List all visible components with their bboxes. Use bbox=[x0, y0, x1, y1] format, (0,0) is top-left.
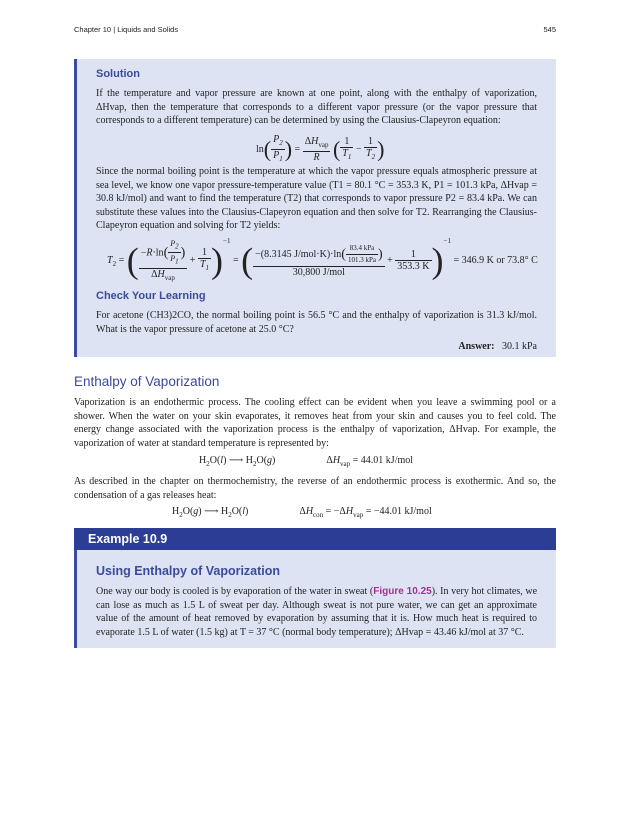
rearranged-equation: $T_2$ = ( −R·ln( $\frac{P_2}{P_1}$ ) $\Delta H_{vap}$ + $\frac{1}{T_1}$ )$^{-1}$ = ( −(8.3145 J/mol·K)·ln( $\frac{\text{83.4 kPa}}{\text{101.3 kPa}}$ ) 30,800 J/mol + $\frac{1}{353.3 K}$ )$^{-1}$ = 346.9 K or 73.8° C bbox=[107, 237, 538, 282]
page-number: 545 bbox=[543, 25, 556, 34]
answer-value: 30.1 kPa bbox=[502, 341, 537, 352]
eq2-constant: −(8.3145 J/mol·K)·ln bbox=[255, 249, 342, 260]
example-label-bar: Example 10.9 bbox=[74, 528, 556, 550]
figure-link[interactable]: Figure 10.25 bbox=[373, 586, 432, 597]
chapter-title: Chapter 10 | Liquids and Solids bbox=[74, 25, 179, 34]
eq2-result: = 346.9 K or 73.8° C bbox=[453, 255, 538, 266]
example-box bbox=[74, 550, 556, 648]
page-header bbox=[74, 25, 556, 39]
check-learning-question: For acetone (CH3)2CO, the normal boiling point is 56.5 °C and the enthalpy of vaporization is 31.3 kJ/mol. What is the vapor pressure of acetone at 25.0 °C? bbox=[96, 310, 537, 335]
enthalpy-paragraph-1: Vaporization is an endothermic process. The cooling effect can be evident when you leave a swimming pool or a shower. When the water on your skin evaporates, it removes heat from your skin and causes you to feel cold. The energy change associated with the vaporization process is the enthalpy of vaporization, ΔHvap. For example, the vaporization of water at standard temperature is represented by: bbox=[74, 397, 556, 449]
answer-line bbox=[458, 341, 537, 352]
eq2-denominator: 30,800 J/mol bbox=[292, 267, 345, 279]
solution-explanation: Since the normal boiling point is the temperature at which the vapor pressure equals atmospheric pressure at sea level, we know one vapor pressure-temperature value (T1 = 80.1 °C = 353.3 K, P1 = 101.3 kPa, ΔHvap = 30.8 kJ/mol) and want to find the temperature (T2) that corresponds to vapor pressure P2 = 83.4 kPa. We can substitute these values into the Clausius-Clapeyron equation and then solve for T2. Rearranging the Clausius-Clapeyron equation and solving for T2 yields: bbox=[96, 166, 537, 231]
clausius-clapeyron-equation: ln( $\frac{P_2}{P_1}$ ) = $\frac{\Delta H_{vap}}{R}$ ( $\frac{1}{T_1}$ − $\frac{1}{T_2}$ ) bbox=[256, 134, 385, 163]
example-text-end: ). In very hot climates, we can lose as much as 1.5 L of sweat per day. Although sweat is not pure water, we can get an approximate value of the amount of heat removed by evaporation by assuming that it is. How much heat is required to evaporate 1.5 L of water (1.5 kg) at T = 37 °C (normal body temperature); ΔHvap = 43.46 kJ/mol at 37 °C. bbox=[96, 586, 538, 638]
enthalpy-paragraph-2: As described in the chapter on thermochemistry, the reverse of an endothermic process is exothermic. And so, the condensation of a gas releases heat: bbox=[74, 476, 556, 501]
condensation-equation: $H_2O(g)$ ⟶ $H_2O(l) \Delta H_{con} = -\Delta H_{vap} = -44.01$ kJ/mol bbox=[172, 506, 432, 519]
example-text bbox=[96, 585, 537, 639]
eq2-p1: 101.3 kPa bbox=[347, 256, 376, 265]
vaporization-value: = 44.01 kJ/mol bbox=[352, 455, 414, 466]
example-heading: Using Enthalpy of Vaporization bbox=[96, 564, 281, 578]
eq2-t1: 353.3 K bbox=[397, 261, 430, 273]
solution-heading: Solution bbox=[96, 68, 140, 80]
condensation-value: = −44.01 kJ/mol bbox=[365, 506, 432, 517]
vaporization-equation: $H_2O(l)$ ⟶ $H_2O(g) \Delta H_{vap} = 44.01$ kJ/mol bbox=[199, 455, 414, 468]
check-learning-heading: Check Your Learning bbox=[96, 290, 206, 302]
solution-intro: If the temperature and vapor pressure are known at one point, along with the enthalpy of vaporization, ΔHvap, then the temperature that corresponds to a different vapor pressure (or the vapor pressure that corresponds to a different temperature) can be determined by using the Clausius-Clapeyron equation: bbox=[96, 88, 537, 126]
example-text-start: One way our body is cooled is by evaporation of the water in sweat ( bbox=[96, 586, 374, 597]
section-title: Enthalpy of Vaporization bbox=[74, 374, 220, 389]
solution-box bbox=[74, 59, 556, 357]
eq2-p2: 83.4 kPa bbox=[346, 243, 378, 255]
answer-label: Answer: bbox=[458, 341, 495, 352]
